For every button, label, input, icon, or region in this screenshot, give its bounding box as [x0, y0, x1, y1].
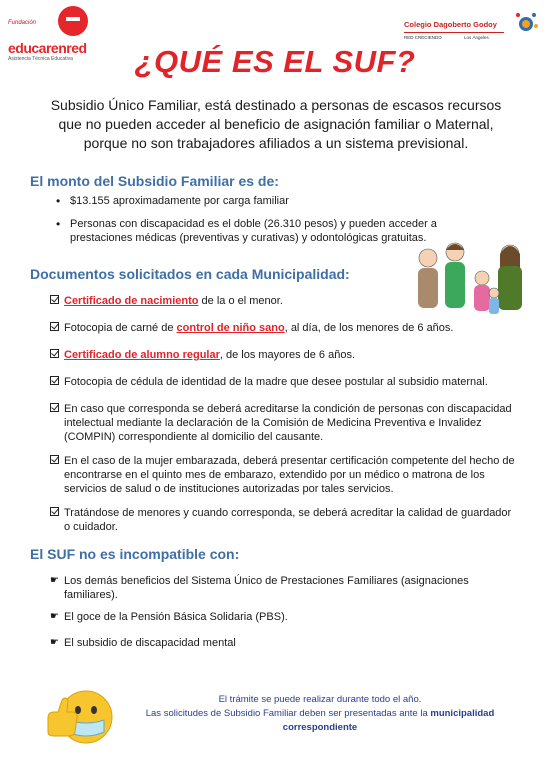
- pointing-hand-icon: ☛: [50, 611, 59, 622]
- colegio-sun-icon: [512, 10, 540, 38]
- item-text: El subsidio de discapacidad mental: [64, 637, 236, 649]
- pointing-hand-icon: ☛: [50, 637, 59, 648]
- logo-tagline: Asistencia Técnica Educativa: [8, 56, 73, 62]
- list-item: • $13.155 aproximadamente por carga familiar: [70, 194, 490, 208]
- list-item: [50, 454, 520, 506]
- highlight-text: Certificado de alumno regular: [64, 349, 220, 361]
- list-item: [50, 294, 520, 321]
- intro-paragraph: Subsidio Único Familiar, está destinado a personas de escasos recursos que no pueden acceder al beneficio de asignación familiar o Maternal, porque no son trabajadores afiliados a un sistema previsional.: [50, 97, 502, 151]
- list-item: • Personas con discapacidad es el doble (26.310 pesos) y pueden acceder a prestaciones médicas (preventivas y curativas) y odontológicas gratuitas.: [70, 217, 490, 245]
- checkbox-icon: [50, 507, 59, 516]
- footer-line1: El trámite se puede realizar durante todo el año.: [218, 694, 422, 705]
- list-item: [50, 375, 520, 402]
- item-text: , al día, de los menores de 6 años.: [284, 322, 454, 334]
- checkbox-icon: [50, 295, 59, 304]
- checkbox-icon: [50, 455, 59, 464]
- footer-line2-bold: municipalidad correspondiente: [282, 708, 495, 733]
- section-heading-documentos: Documentos solicitados en cada Municipalidad:: [30, 266, 350, 282]
- checkbox-icon: [50, 349, 59, 358]
- footer-line2-text: Las solicitudes de Subsidio Familiar deben ser presentadas ante la: [145, 708, 431, 719]
- list-item: [50, 321, 520, 348]
- item-text: Los demás beneficios del Sistema Único de Prestaciones Familiares (asignaciones familiares).: [64, 575, 469, 601]
- footer-line2: [120, 707, 520, 735]
- section-heading-incompatible: El SUF no es incompatible con:: [30, 546, 240, 562]
- colegio-name: Colegio Dagoberto Godoy: [404, 20, 497, 29]
- item-text: Fotocopia de carné de: [64, 322, 177, 334]
- list-item: [50, 348, 520, 375]
- highlight-text: Certificado de nacimiento: [64, 295, 199, 307]
- documentos-list: [50, 294, 520, 534]
- logo-e-icon: [58, 6, 88, 36]
- checkbox-icon: [50, 403, 59, 412]
- logo-brand: educarenred: [8, 40, 87, 56]
- item-text: En el caso de la mujer embarazada, deberá presentar certificación competente del hecho de encontrarse en el quinto mes de embarazo, extendido por un médico o matrona de los servicios de salud o de instituciones autorizadas por tales servicios.: [64, 455, 515, 495]
- logo-fundacion: Fundación: [8, 20, 37, 26]
- highlight-text: control de niño sano: [176, 322, 285, 334]
- colegio-logo: [404, 10, 544, 48]
- colegio-tag: RED CRECIENDO: [404, 35, 442, 40]
- item-text: El goce de la Pensión Básica Solidaria (PBS).: [64, 611, 288, 623]
- logo-divider: [404, 32, 504, 33]
- colegio-tag2: Los Ángeles: [464, 35, 489, 40]
- item-text: de la o el menor.: [198, 295, 283, 307]
- item-text: Tratándose de menores y cuando corresponda, se deberá acreditar la calidad de guardador o cuidador.: [64, 507, 512, 533]
- list-item: [50, 610, 520, 636]
- thumbs-up-mask-emoji-icon: [38, 682, 118, 752]
- list-item: [50, 636, 520, 650]
- item-text: En caso que corresponda se deberá acreditarse la condición de personas con discapacidad intelectual mediante la declaración de la Comisión de Medicina Preventiva e Invalidez (COMPIN) correspondiente al domicilio del causante.: [64, 403, 512, 443]
- incompatible-list: [50, 574, 520, 650]
- list-item: [50, 402, 520, 454]
- checkbox-icon: [50, 322, 59, 331]
- checkbox-icon: [50, 376, 59, 385]
- footer-note: [120, 693, 520, 735]
- list-item: [50, 574, 520, 610]
- item-text: Fotocopia de cédula de identidad de la madre que desee postular al subsidio maternal.: [64, 376, 488, 388]
- page-title: ¿QUÉ ES EL SUF?: [134, 44, 416, 79]
- pointing-hand-icon: ☛: [50, 575, 59, 586]
- list-item: [50, 506, 520, 534]
- section-heading-monto: El monto del Subsidio Familiar es de:: [30, 173, 279, 189]
- item-text: , de los mayores de 6 años.: [219, 349, 356, 361]
